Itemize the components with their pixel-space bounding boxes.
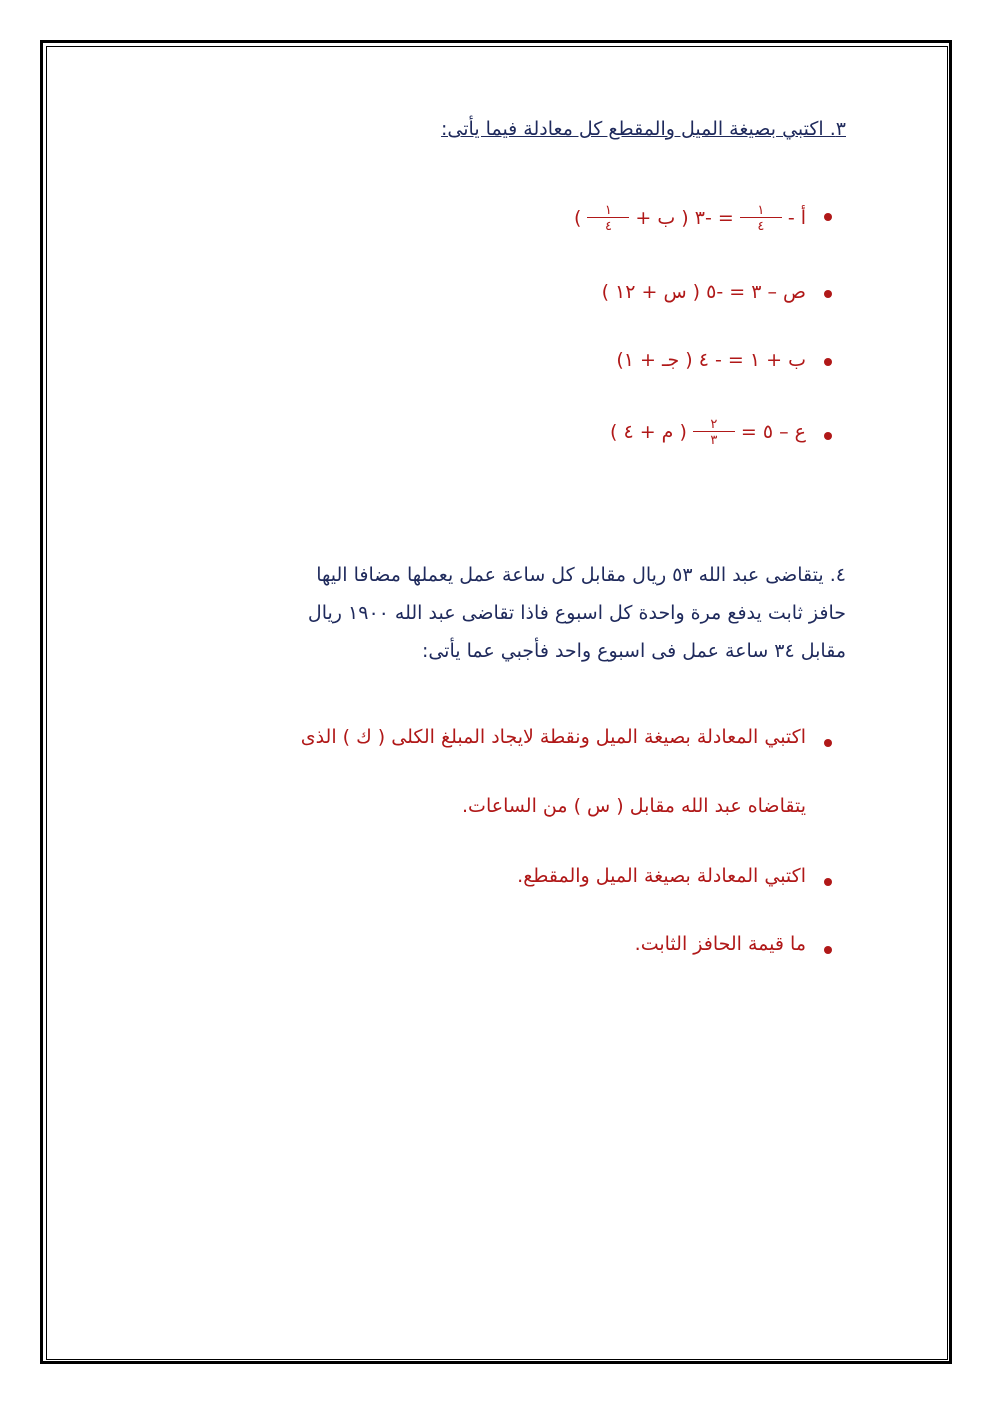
equation-1-part3: ) (574, 207, 582, 229)
fraction-numerator: ١ (587, 204, 629, 218)
page-border-inner (46, 46, 948, 1360)
task-1-line-2: يتقاضاه عبد الله مقابل ( س ) من الساعات. (462, 795, 806, 817)
equation-1-part2: = -٣ ( ب + (635, 207, 734, 229)
task-1-line-1: اكتبي المعادلة بصيغة الميل ونقطة لايجاد المبلغ الكلى ( ك ) الذى (300, 726, 806, 748)
bullet-icon (824, 358, 832, 366)
bullet-icon (824, 290, 832, 298)
bullet-icon (824, 432, 832, 440)
fraction-numerator: ١ (740, 204, 782, 218)
fraction (740, 204, 782, 233)
question-4-line-3: مقابل ٣٤ ساعة عمل فى اسبوع واحد فأجبي عما يأتى: (421, 640, 846, 662)
equation-1 (574, 204, 806, 233)
bullet-icon (824, 739, 832, 747)
equation-4 (610, 418, 806, 447)
equation-4-part2: ( م + ٤ ) (610, 421, 687, 443)
question-4-line-1: ٤. يتقاضى عبد الله ٥٣ ريال مقابل كل ساعة عمل يعملها مضافا اليها (316, 564, 846, 586)
task-3: ما قيمة الحافز الثابت. (634, 933, 806, 955)
bullet-icon (824, 878, 832, 886)
fraction (587, 204, 629, 233)
equation-4-part1: ع – ٥ = (740, 421, 806, 443)
fraction (693, 418, 735, 447)
question-4-paragraph (146, 556, 846, 670)
task-2: اكتبي المعادلة بصيغة الميل والمقطع. (517, 865, 806, 887)
equation-1-part1: أ - (787, 207, 806, 229)
bullet-icon (824, 946, 832, 954)
equation-3: ب + ١ = - ٤ ( جـ + ١) (616, 349, 806, 371)
equation-2: ص – ٣ = -٥ ( س + ١٢ ) (601, 281, 806, 303)
question-3-heading: ٣. اكتبي بصيغة الميل والمقطع كل معادلة فيما يأتى: (441, 118, 846, 140)
fraction-numerator: ٢ (693, 418, 735, 432)
question-4-line-2: حافز ثابت يدفع مرة واحدة كل اسبوع فاذا تقاضى عبد الله ١٩٠٠ ريال (307, 602, 846, 624)
fraction-denominator: ٤ (757, 219, 765, 234)
fraction-denominator: ٤ (604, 219, 612, 234)
fraction-denominator: ٣ (710, 433, 718, 448)
bullet-icon (824, 213, 832, 221)
